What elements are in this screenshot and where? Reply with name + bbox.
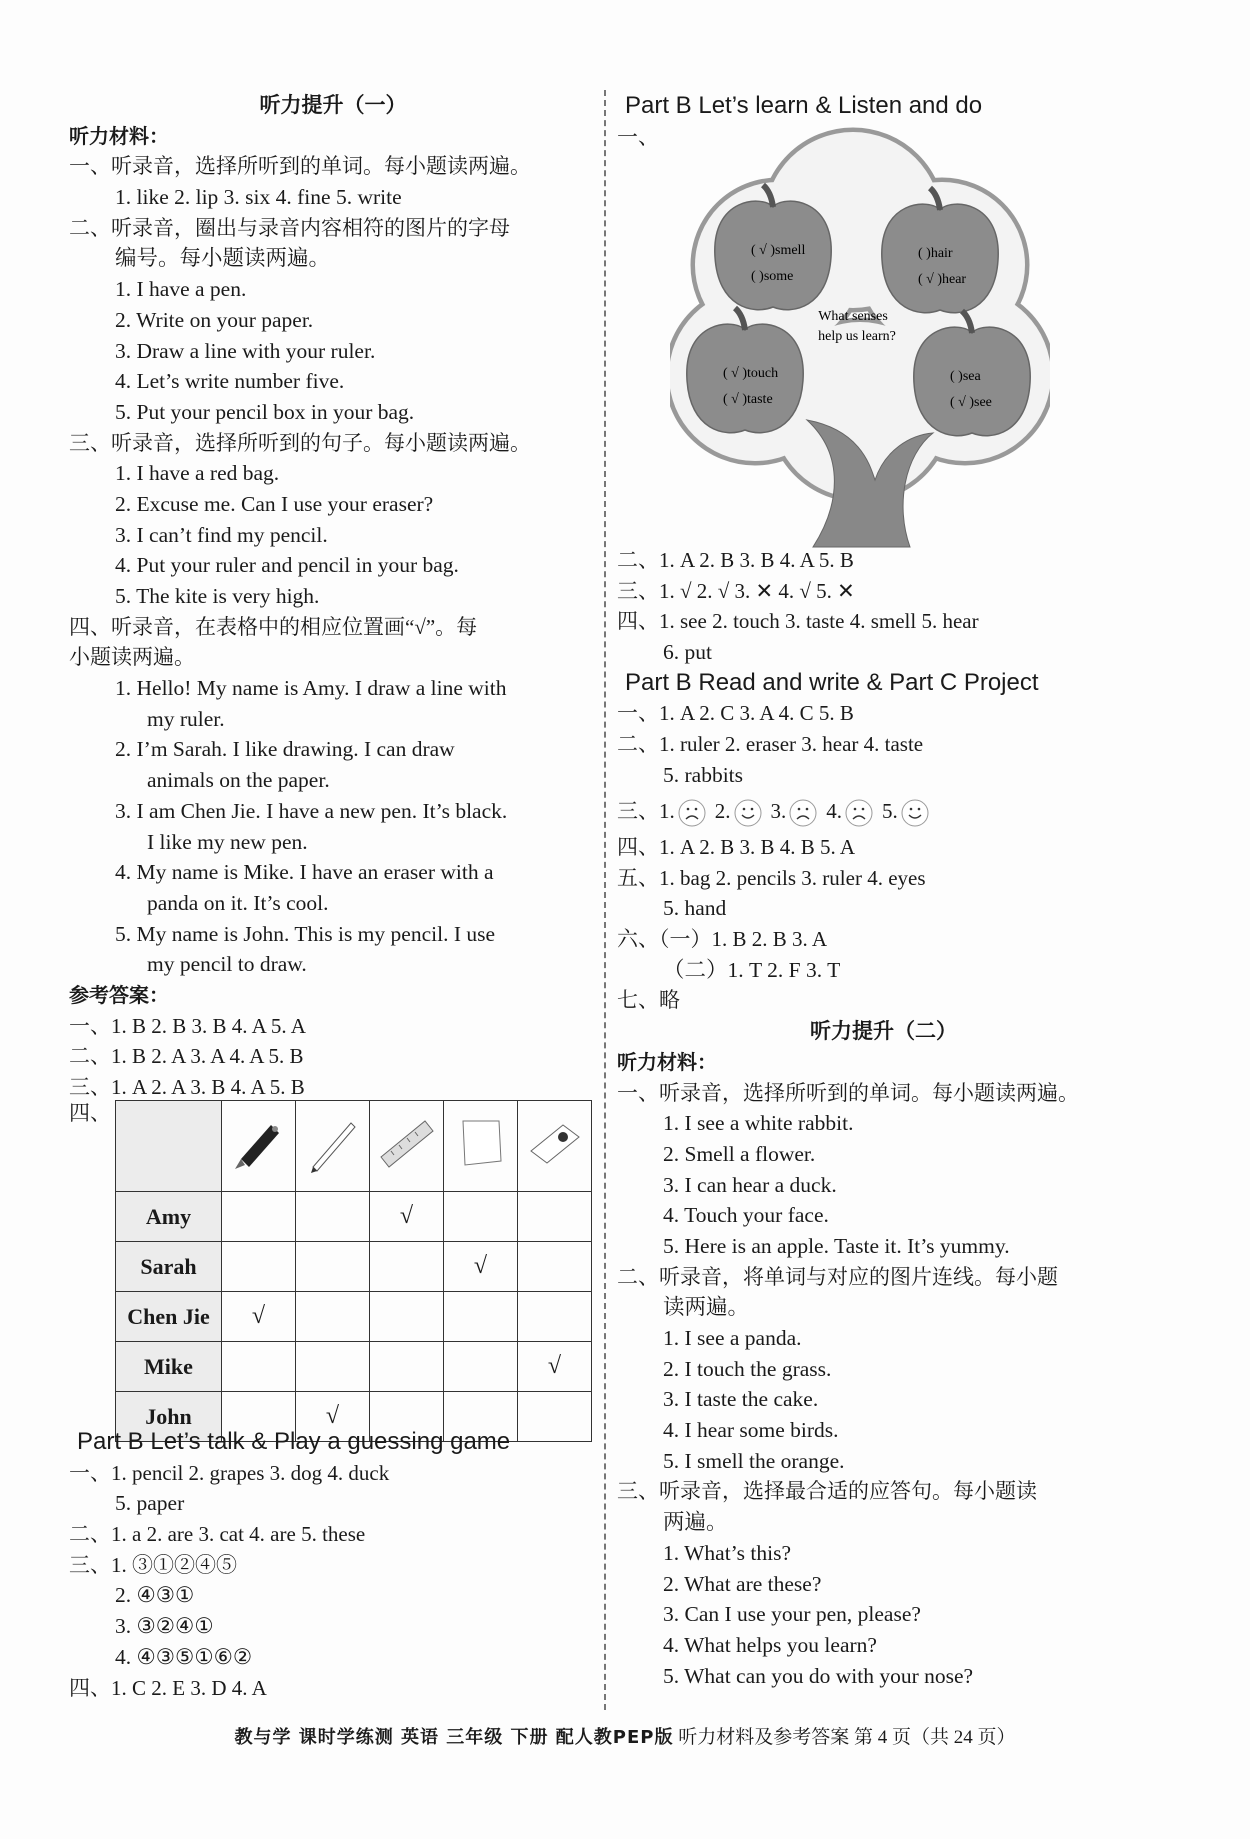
- table-cell: [518, 1192, 592, 1242]
- question-line: 二、1. A 2. B 3. B 4. A 5. B: [617, 548, 854, 572]
- item-line: 3. I am Chen Jie. I have a new pen. It’s black.: [115, 798, 508, 823]
- answer-line: 3. ③②④①: [115, 1614, 214, 1639]
- section-four-label: 四、: [69, 1101, 111, 1125]
- question-line: 二、听录音，将单词与对应的图片连线。每小题: [617, 1264, 1058, 1289]
- apple-option: ( √ )see: [950, 395, 992, 410]
- question-line: 三、听录音，选择所听到的句子。每小题读两遍。: [69, 430, 531, 455]
- table-cell: [222, 1342, 296, 1392]
- table-cell: [444, 1342, 518, 1392]
- question-line: 小题读两遍。: [69, 645, 195, 670]
- item-line: 3. I taste the cake.: [663, 1387, 819, 1412]
- question-line: 四、听录音，在表格中的相应位置画“√”。每: [69, 614, 478, 639]
- answer-line: 5. hand: [663, 896, 727, 921]
- footer-page: 第 4 页（共 24 页）: [854, 1727, 1016, 1748]
- question-line: 六、（一）1. B 2. B 3. A: [617, 927, 828, 952]
- item-line: 1. like 2. lip 3. six 4. fine 5. write: [115, 185, 402, 210]
- item-line: 2. I’m Sarah. I like drawing. I can draw: [115, 737, 455, 762]
- table-row: [116, 1242, 592, 1292]
- answer-line: 6. put: [663, 640, 712, 665]
- section-label: 参考答案：: [69, 982, 169, 1007]
- row-name: Mike: [116, 1342, 222, 1392]
- item-line: 3. I can hear a duck.: [663, 1172, 837, 1197]
- face-number: 1.: [659, 799, 675, 823]
- face-number: 2.: [714, 799, 731, 823]
- question-line: 四、1. A 2. B 3. B 4. B 5. A: [617, 835, 856, 859]
- footer-series: 教与学 课时学练测 英语 三年级 下册 配人教PEP版: [234, 1727, 674, 1748]
- table-cell: [296, 1342, 370, 1392]
- table-cell: [518, 1242, 592, 1292]
- item-line: 3. Can I use your pen, please?: [663, 1602, 921, 1627]
- row-name: Amy: [116, 1192, 222, 1242]
- answer-line: 5. rabbits: [663, 762, 744, 787]
- question-line: 二、1. ruler 2. eraser 3. hear 4. taste: [617, 732, 924, 757]
- pencil-icon: [301, 1111, 365, 1175]
- answer-line: 2. ④③①: [115, 1583, 195, 1608]
- item-line: 1. What’s this?: [663, 1540, 791, 1565]
- table-row: [116, 1192, 592, 1242]
- item-line: 3. Draw a line with your ruler.: [115, 338, 376, 363]
- left-column-top: [69, 90, 597, 1103]
- item-line: 5. Here is an apple. Taste it. It’s yummy.: [663, 1233, 1010, 1258]
- answer-line: 5. paper: [115, 1491, 185, 1516]
- item-line: 5. Put your pencil box in your bag.: [115, 399, 415, 424]
- face-number: 3.: [770, 799, 787, 823]
- item-line: 5. The kite is very high.: [115, 584, 320, 608]
- item-line: 两遍。: [663, 1510, 728, 1535]
- question-line: 四、1. see 2. touch 3. taste 4. smell 5. hear: [617, 609, 979, 634]
- item-line: 2. I touch the grass.: [663, 1356, 832, 1381]
- row-name: John: [116, 1392, 222, 1442]
- table-row: [116, 1342, 592, 1392]
- row-name: Chen Jie: [116, 1292, 222, 1342]
- item-line: 4. My name is Mike. I have an eraser with a: [115, 860, 494, 885]
- faces-answer-line: [617, 794, 1150, 829]
- item-line: 4. Let’s write number five.: [115, 369, 345, 394]
- table-cell: √: [518, 1342, 592, 1392]
- apple-option: ( √ )smell: [751, 243, 806, 258]
- item-line: 5. What can you do with your nose?: [663, 1663, 974, 1688]
- eraser-icon: [523, 1111, 587, 1175]
- pen-icon: [227, 1111, 291, 1175]
- question-line: 一、1. pencil 2. grapes 3. dog 4. duck: [69, 1460, 390, 1485]
- apple-option: ( )hair: [918, 246, 953, 261]
- table-corner: [116, 1101, 222, 1192]
- question-line: 三、1. A 2. A 3. B 4. A 5. B: [69, 1075, 305, 1099]
- part-heading: Part B Let’s talk & Play a guessing game: [77, 1428, 511, 1455]
- part-heading: Part B Let’s learn & Listen and do: [625, 92, 983, 119]
- table-cell: [518, 1292, 592, 1342]
- sad-face-icon: [677, 798, 707, 828]
- question-line: 三、1. √ 2. √ 3. ✕ 4. √ 5. ✕: [617, 578, 855, 603]
- item-line: 4. What helps you learn?: [663, 1632, 877, 1657]
- question-line: 三、1. ③①②④⑤: [69, 1552, 237, 1577]
- sad-face-icon: [788, 798, 818, 828]
- right-column-middle: [617, 545, 1150, 791]
- smiley-face-icon: [733, 798, 763, 828]
- table-cell: √: [370, 1192, 444, 1242]
- continuation-line: panda on it. It’s cool.: [147, 890, 329, 915]
- apple-option: ( )some: [751, 269, 794, 284]
- faces-prefix: 三、: [617, 799, 659, 823]
- item-line: 5. My name is John. This is my pencil. I use: [115, 921, 496, 946]
- table-cell: √: [296, 1392, 370, 1442]
- continuation-line: I like my new pen.: [147, 829, 308, 854]
- tree-question-line1: What senses: [818, 309, 888, 324]
- pen-column-header: [222, 1101, 296, 1192]
- paper-icon: [449, 1111, 513, 1175]
- section-title: 听力提升（二）: [810, 1019, 957, 1044]
- row-name: Sarah: [116, 1242, 222, 1292]
- question-line: 二、1. a 2. are 3. cat 4. are 5. these: [69, 1522, 366, 1547]
- question-line: 一、: [617, 124, 659, 149]
- sad-face-icon: [844, 798, 874, 828]
- face-number: 4.: [826, 799, 842, 823]
- pencil-column-header: [296, 1101, 370, 1192]
- item-line: 1. I have a pen.: [115, 277, 247, 302]
- column-divider: [604, 90, 606, 1710]
- table-cell: [296, 1292, 370, 1342]
- senses-tree-illustration: [670, 125, 1050, 550]
- section-label: 听力材料：: [69, 123, 169, 148]
- item-line: 4. I hear some birds.: [663, 1418, 839, 1443]
- question-line: 一、听录音，选择所听到的单词。每小题读两遍。: [617, 1080, 1079, 1105]
- item-line: 4. Put your ruler and pencil in your bag.: [115, 553, 459, 578]
- item-line: 4. Touch your face.: [663, 1203, 829, 1228]
- question-line: 二、1. B 2. A 3. A 4. A 5. B: [69, 1044, 304, 1069]
- item-line: 3. I can’t find my pencil.: [115, 522, 328, 547]
- item-line: 5. I smell the orange.: [663, 1448, 845, 1473]
- apple-option: ( √ )touch: [723, 366, 779, 381]
- eraser-column-header: [518, 1101, 592, 1192]
- ruler-icon: [375, 1111, 439, 1175]
- section-title: 听力提升（一）: [259, 93, 407, 117]
- apple-option: ( )sea: [950, 369, 981, 384]
- item-line: 编号。每小题读两遍。: [115, 246, 331, 271]
- table-cell: √: [444, 1242, 518, 1292]
- paper-column-header: [444, 1101, 518, 1192]
- item-line: 1. I see a white rabbit.: [663, 1111, 854, 1136]
- item-line: 2. Smell a flower.: [663, 1141, 816, 1166]
- continuation-line: animals on the paper.: [147, 768, 330, 793]
- question-line: 一、1. A 2. C 3. A 4. C 5. B: [617, 701, 854, 726]
- table-cell: √: [222, 1292, 296, 1342]
- table-cell: [296, 1192, 370, 1242]
- table-cell: [370, 1342, 444, 1392]
- question-line: 七、略: [617, 988, 680, 1013]
- item-line: 2. Excuse me. Can I use your eraser?: [115, 491, 434, 516]
- question-line: 一、听录音，选择所听到的单词。每小题读两遍。: [69, 154, 531, 179]
- tree-question-line2: help us learn?: [818, 329, 896, 344]
- table-cell: [370, 1292, 444, 1342]
- table-row: [116, 1292, 592, 1342]
- answer-line: 4. ④③⑤①⑥②: [115, 1644, 253, 1669]
- right-column-bottom: [617, 832, 1150, 1691]
- answer-table: [115, 1100, 592, 1442]
- continuation-line: my pencil to draw.: [147, 952, 307, 977]
- question-line: 一、1. B 2. B 3. B 4. A 5. A: [69, 1013, 306, 1038]
- page-footer: [0, 1722, 1250, 1749]
- table-cell: [370, 1242, 444, 1292]
- question-line: 二、听录音，圈出与录音内容相符的图片的字母: [69, 215, 510, 240]
- item-line: 1. I have a red bag.: [115, 461, 280, 486]
- footer-section: 听力材料及参考答案: [678, 1727, 850, 1748]
- apple-option: ( √ )taste: [723, 392, 773, 407]
- smiley-face-icon: [900, 798, 930, 828]
- left-column-bottom: [69, 1427, 597, 1703]
- question-line: 三、听录音，选择最合适的应答句。每小题读: [617, 1479, 1037, 1504]
- table-cell: [296, 1242, 370, 1292]
- item-line: 读两遍。: [663, 1295, 750, 1320]
- answer-line: （二）1. T 2. F 3. T: [663, 957, 841, 982]
- table-cell: [222, 1192, 296, 1242]
- apple-option: ( √ )hear: [918, 272, 967, 287]
- face-number: 5.: [882, 799, 898, 823]
- section-label: 听力材料：: [617, 1049, 717, 1074]
- table-cell: [444, 1192, 518, 1242]
- item-line: 1. I see a panda.: [663, 1326, 802, 1350]
- item-line: 2. Write on your paper.: [115, 307, 314, 332]
- part-heading: Part B Read and write & Part C Project: [625, 668, 1039, 696]
- ruler-column-header: [370, 1101, 444, 1192]
- question-line: 四、1. C 2. E 3. D 4. A: [69, 1675, 267, 1700]
- continuation-line: my ruler.: [147, 706, 225, 731]
- item-line: 2. What are these?: [663, 1571, 822, 1596]
- table-cell: [222, 1242, 296, 1292]
- item-line: 1. Hello! My name is Amy. I draw a line with: [115, 676, 507, 701]
- question-line: 五、1. bag 2. pencils 3. ruler 4. eyes: [617, 865, 926, 890]
- table-cell: [444, 1292, 518, 1342]
